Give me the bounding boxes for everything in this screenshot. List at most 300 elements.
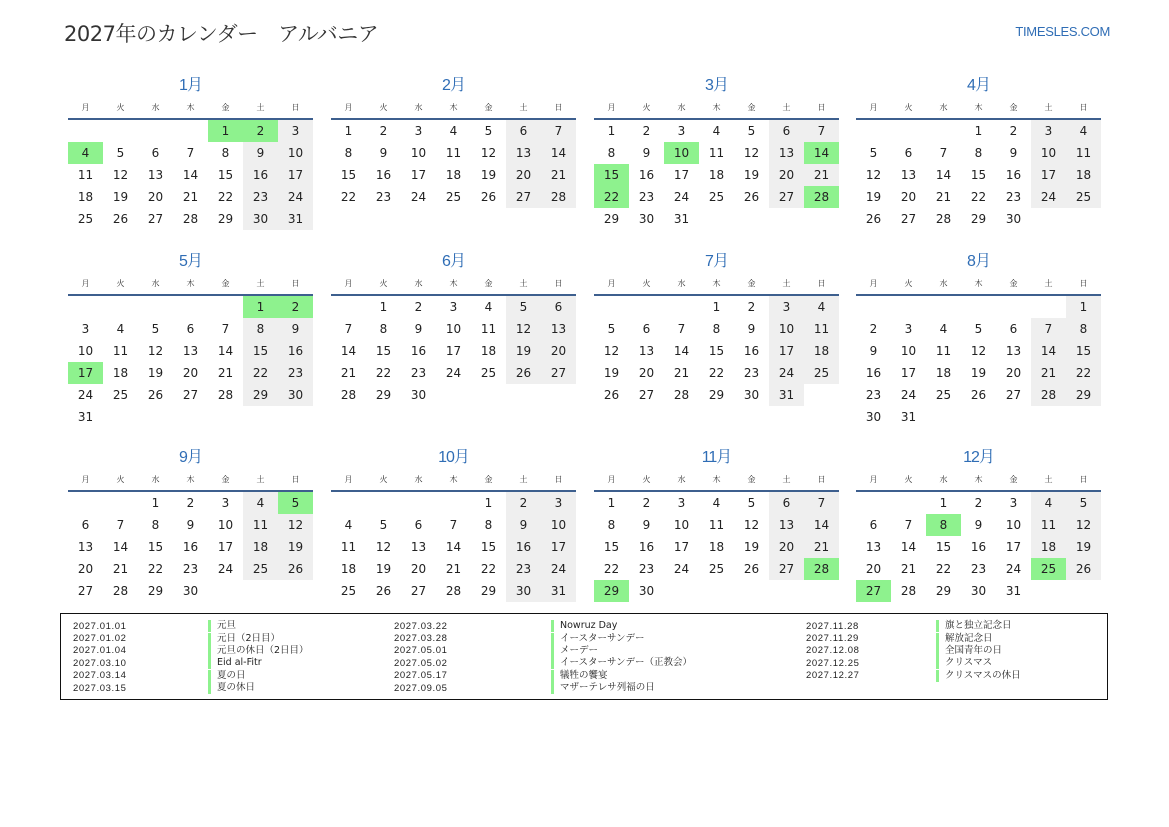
day-cell[interactable]: 16 [638, 540, 655, 554]
day-cell[interactable]: 14 [673, 344, 690, 358]
day-cell[interactable]: 23 [243, 186, 278, 208]
day-cell[interactable]: 29 [970, 212, 987, 226]
day-cell[interactable]: 6 [904, 146, 913, 160]
day-cell[interactable]: 18 [1031, 536, 1066, 558]
day-cell[interactable]: 2 [642, 124, 651, 138]
day-cell[interactable]: 11 [77, 168, 94, 182]
day-cell[interactable]: 17 [278, 164, 313, 186]
day-cell[interactable]: 11 [935, 344, 952, 358]
day-cell[interactable]: 6 [186, 322, 195, 336]
day-cell[interactable]: 21 [935, 190, 952, 204]
day-cell[interactable]: 9 [974, 518, 983, 532]
day-cell[interactable]: 20 [638, 366, 655, 380]
day-cell[interactable]: 13 [410, 540, 427, 554]
day-cell[interactable]: 17 [769, 340, 804, 362]
day-cell[interactable]: 28 [935, 212, 952, 226]
day-cell[interactable]: 11 [708, 146, 725, 160]
day-cell[interactable]: 22 [935, 562, 952, 576]
day-cell[interactable]: 8 [926, 514, 961, 536]
day-cell[interactable]: 19 [506, 340, 541, 362]
day-cell[interactable]: 25 [480, 366, 497, 380]
day-cell[interactable]: 25 [935, 388, 952, 402]
day-cell[interactable]: 17 [1031, 164, 1066, 186]
day-cell[interactable]: 23 [375, 190, 392, 204]
day-cell[interactable]: 26 [1066, 558, 1101, 580]
day-cell[interactable]: 6 [414, 518, 423, 532]
day-cell[interactable]: 12 [970, 344, 987, 358]
day-cell[interactable]: 13 [638, 344, 655, 358]
day-cell[interactable]: 22 [480, 562, 497, 576]
day-cell[interactable]: 13 [182, 344, 199, 358]
day-cell[interactable]: 29 [147, 584, 164, 598]
day-cell[interactable]: 19 [1066, 536, 1101, 558]
day-cell[interactable]: 29 [1066, 384, 1101, 406]
day-cell[interactable]: 17 [673, 540, 690, 554]
day-cell[interactable]: 27 [77, 584, 94, 598]
day-cell[interactable]: 5 [747, 124, 756, 138]
day-cell[interactable]: 24 [278, 186, 313, 208]
day-cell[interactable]: 22 [708, 366, 725, 380]
day-cell[interactable]: 28 [445, 584, 462, 598]
day-cell[interactable]: 25 [77, 212, 94, 226]
day-cell[interactable]: 19 [112, 190, 129, 204]
day-cell[interactable]: 25 [445, 190, 462, 204]
day-cell[interactable]: 15 [147, 540, 164, 554]
day-cell[interactable]: 21 [900, 562, 917, 576]
day-cell[interactable]: 4 [804, 296, 839, 318]
day-cell[interactable]: 1 [344, 124, 353, 138]
day-cell[interactable]: 26 [865, 212, 882, 226]
day-cell[interactable]: 23 [638, 190, 655, 204]
day-cell[interactable]: 29 [375, 388, 392, 402]
day-cell[interactable]: 8 [607, 518, 616, 532]
day-cell[interactable]: 23 [865, 388, 882, 402]
day-cell[interactable]: 21 [673, 366, 690, 380]
day-cell[interactable]: 16 [970, 540, 987, 554]
day-cell[interactable]: 30 [865, 410, 882, 424]
day-cell[interactable]: 24 [673, 562, 690, 576]
day-cell[interactable]: 21 [445, 562, 462, 576]
day-cell[interactable]: 12 [506, 318, 541, 340]
day-cell[interactable]: 7 [541, 120, 576, 142]
day-cell[interactable]: 10 [673, 518, 690, 532]
day-cell[interactable]: 4 [116, 322, 125, 336]
day-cell[interactable]: 16 [182, 540, 199, 554]
day-cell[interactable]: 3 [541, 492, 576, 514]
day-cell[interactable]: 26 [147, 388, 164, 402]
day-cell[interactable]: 10 [664, 142, 699, 164]
day-cell[interactable]: 18 [935, 366, 952, 380]
day-cell[interactable]: 16 [743, 344, 760, 358]
day-cell[interactable]: 18 [112, 366, 129, 380]
day-cell[interactable]: 3 [677, 124, 686, 138]
day-cell[interactable]: 23 [410, 366, 427, 380]
day-cell[interactable]: 27 [900, 212, 917, 226]
day-cell[interactable]: 22 [243, 362, 278, 384]
day-cell[interactable]: 13 [77, 540, 94, 554]
day-cell[interactable]: 19 [480, 168, 497, 182]
day-cell[interactable]: 11 [708, 518, 725, 532]
day-cell[interactable]: 5 [116, 146, 125, 160]
day-cell[interactable]: 25 [708, 562, 725, 576]
day-cell[interactable]: 6 [81, 518, 90, 532]
day-cell[interactable]: 7 [116, 518, 125, 532]
day-cell[interactable]: 24 [445, 366, 462, 380]
day-cell[interactable]: 4 [68, 142, 103, 164]
day-cell[interactable]: 1 [379, 300, 388, 314]
day-cell[interactable]: 16 [410, 344, 427, 358]
day-cell[interactable]: 1 [939, 496, 948, 510]
day-cell[interactable]: 24 [769, 362, 804, 384]
day-cell[interactable]: 10 [445, 322, 462, 336]
day-cell[interactable]: 7 [939, 146, 948, 160]
day-cell[interactable]: 10 [541, 514, 576, 536]
day-cell[interactable]: 8 [712, 322, 721, 336]
day-cell[interactable]: 10 [1031, 142, 1066, 164]
day-cell[interactable]: 31 [541, 580, 576, 602]
day-cell[interactable]: 25 [804, 362, 839, 384]
day-cell[interactable]: 19 [375, 562, 392, 576]
day-cell[interactable]: 9 [869, 344, 878, 358]
day-cell[interactable]: 5 [278, 492, 313, 514]
day-cell[interactable]: 17 [900, 366, 917, 380]
day-cell[interactable]: 3 [1031, 120, 1066, 142]
day-cell[interactable]: 9 [243, 142, 278, 164]
day-cell[interactable]: 21 [340, 366, 357, 380]
day-cell[interactable]: 19 [970, 366, 987, 380]
day-cell[interactable]: 8 [379, 322, 388, 336]
day-cell[interactable]: 3 [1009, 496, 1018, 510]
day-cell[interactable]: 16 [243, 164, 278, 186]
day-cell[interactable]: 14 [182, 168, 199, 182]
day-cell[interactable]: 30 [506, 580, 541, 602]
day-cell[interactable]: 31 [673, 212, 690, 226]
day-cell[interactable]: 1 [974, 124, 983, 138]
day-cell[interactable]: 24 [673, 190, 690, 204]
day-cell[interactable]: 23 [182, 562, 199, 576]
day-cell[interactable]: 20 [410, 562, 427, 576]
day-cell[interactable]: 3 [449, 300, 458, 314]
day-cell[interactable]: 22 [375, 366, 392, 380]
day-cell[interactable]: 1 [484, 496, 493, 510]
day-cell[interactable]: 25 [1031, 558, 1066, 580]
day-cell[interactable]: 8 [243, 318, 278, 340]
day-cell[interactable]: 30 [410, 388, 427, 402]
day-cell[interactable]: 15 [243, 340, 278, 362]
day-cell[interactable]: 24 [1005, 562, 1022, 576]
day-cell[interactable]: 10 [1005, 518, 1022, 532]
day-cell[interactable]: 20 [541, 340, 576, 362]
day-cell[interactable]: 5 [607, 322, 616, 336]
day-cell[interactable]: 9 [642, 146, 651, 160]
day-cell[interactable]: 4 [1066, 120, 1101, 142]
day-cell[interactable]: 6 [769, 492, 804, 514]
day-cell[interactable]: 2 [186, 496, 195, 510]
day-cell[interactable]: 14 [900, 540, 917, 554]
day-cell[interactable]: 13 [541, 318, 576, 340]
day-cell[interactable]: 7 [804, 492, 839, 514]
day-cell[interactable]: 27 [410, 584, 427, 598]
day-cell[interactable]: 2 [642, 496, 651, 510]
day-cell[interactable]: 16 [278, 340, 313, 362]
day-cell[interactable]: 20 [77, 562, 94, 576]
day-cell[interactable]: 19 [147, 366, 164, 380]
day-cell[interactable]: 28 [182, 212, 199, 226]
day-cell[interactable]: 12 [278, 514, 313, 536]
day-cell[interactable]: 28 [673, 388, 690, 402]
day-cell[interactable]: 10 [900, 344, 917, 358]
day-cell[interactable]: 2 [414, 300, 423, 314]
day-cell[interactable]: 22 [603, 562, 620, 576]
day-cell[interactable]: 30 [743, 388, 760, 402]
day-cell[interactable]: 17 [673, 168, 690, 182]
day-cell[interactable]: 13 [769, 514, 804, 536]
day-cell[interactable]: 18 [480, 344, 497, 358]
day-cell[interactable]: 11 [243, 514, 278, 536]
day-cell[interactable]: 24 [541, 558, 576, 580]
day-cell[interactable]: 16 [638, 168, 655, 182]
day-cell[interactable]: 14 [445, 540, 462, 554]
day-cell[interactable]: 12 [743, 518, 760, 532]
day-cell[interactable]: 21 [804, 164, 839, 186]
day-cell[interactable]: 4 [449, 124, 458, 138]
day-cell[interactable]: 7 [221, 322, 230, 336]
day-cell[interactable]: 8 [221, 146, 230, 160]
day-cell[interactable]: 28 [804, 558, 839, 580]
day-cell[interactable]: 26 [506, 362, 541, 384]
day-cell[interactable]: 17 [410, 168, 427, 182]
day-cell[interactable]: 7 [1031, 318, 1066, 340]
day-cell[interactable]: 2 [869, 322, 878, 336]
day-cell[interactable]: 8 [151, 518, 160, 532]
day-cell[interactable]: 11 [112, 344, 129, 358]
day-cell[interactable]: 24 [1031, 186, 1066, 208]
day-cell[interactable]: 27 [541, 362, 576, 384]
day-cell[interactable]: 10 [217, 518, 234, 532]
day-cell[interactable]: 21 [804, 536, 839, 558]
day-cell[interactable]: 5 [1066, 492, 1101, 514]
day-cell[interactable]: 31 [900, 410, 917, 424]
day-cell[interactable]: 5 [869, 146, 878, 160]
day-cell[interactable]: 20 [147, 190, 164, 204]
day-cell[interactable]: 4 [712, 124, 721, 138]
day-cell[interactable]: 18 [445, 168, 462, 182]
day-cell[interactable]: 2 [974, 496, 983, 510]
day-cell[interactable]: 8 [607, 146, 616, 160]
day-cell[interactable]: 4 [344, 518, 353, 532]
day-cell[interactable]: 17 [445, 344, 462, 358]
day-cell[interactable]: 18 [708, 540, 725, 554]
day-cell[interactable]: 21 [112, 562, 129, 576]
day-cell[interactable]: 21 [217, 366, 234, 380]
day-cell[interactable]: 8 [974, 146, 983, 160]
day-cell[interactable]: 14 [804, 142, 839, 164]
day-cell[interactable]: 18 [340, 562, 357, 576]
day-cell[interactable]: 5 [151, 322, 160, 336]
day-cell[interactable]: 13 [1005, 344, 1022, 358]
day-cell[interactable]: 22 [970, 190, 987, 204]
day-cell[interactable]: 2 [243, 120, 278, 142]
day-cell[interactable]: 29 [935, 584, 952, 598]
day-cell[interactable]: 9 [506, 514, 541, 536]
day-cell[interactable]: 7 [186, 146, 195, 160]
day-cell[interactable]: 25 [708, 190, 725, 204]
day-cell[interactable]: 15 [603, 540, 620, 554]
day-cell[interactable]: 1 [208, 120, 243, 142]
day-cell[interactable]: 28 [112, 584, 129, 598]
day-cell[interactable]: 4 [484, 300, 493, 314]
day-cell[interactable]: 20 [182, 366, 199, 380]
day-cell[interactable]: 25 [340, 584, 357, 598]
day-cell[interactable]: 4 [939, 322, 948, 336]
day-cell[interactable]: 25 [112, 388, 129, 402]
day-cell[interactable]: 26 [278, 558, 313, 580]
day-cell[interactable]: 28 [541, 186, 576, 208]
day-cell[interactable]: 17 [1005, 540, 1022, 554]
day-cell[interactable]: 30 [970, 584, 987, 598]
day-cell[interactable]: 13 [769, 142, 804, 164]
day-cell[interactable]: 11 [445, 146, 462, 160]
day-cell[interactable]: 4 [712, 496, 721, 510]
day-cell[interactable]: 10 [769, 318, 804, 340]
day-cell[interactable]: 11 [804, 318, 839, 340]
day-cell[interactable]: 12 [1066, 514, 1101, 536]
day-cell[interactable]: 19 [743, 168, 760, 182]
day-cell[interactable]: 30 [638, 584, 655, 598]
day-cell[interactable]: 7 [904, 518, 913, 532]
day-cell[interactable]: 1 [607, 124, 616, 138]
day-cell[interactable]: 20 [1005, 366, 1022, 380]
day-cell[interactable]: 7 [344, 322, 353, 336]
day-cell[interactable]: 6 [151, 146, 160, 160]
day-cell[interactable]: 17 [68, 362, 103, 384]
day-cell[interactable]: 20 [769, 164, 804, 186]
site-link[interactable]: TIMESLES.COM [1015, 24, 1110, 39]
day-cell[interactable]: 24 [217, 562, 234, 576]
day-cell[interactable]: 27 [147, 212, 164, 226]
day-cell[interactable]: 15 [1066, 340, 1101, 362]
day-cell[interactable]: 12 [147, 344, 164, 358]
day-cell[interactable]: 12 [865, 168, 882, 182]
day-cell[interactable]: 2 [747, 300, 756, 314]
day-cell[interactable]: 31 [769, 384, 804, 406]
day-cell[interactable]: 15 [480, 540, 497, 554]
day-cell[interactable]: 30 [278, 384, 313, 406]
day-cell[interactable]: 27 [1005, 388, 1022, 402]
day-cell[interactable]: 26 [970, 388, 987, 402]
day-cell[interactable]: 28 [804, 186, 839, 208]
day-cell[interactable]: 5 [974, 322, 983, 336]
day-cell[interactable]: 2 [379, 124, 388, 138]
day-cell[interactable]: 26 [743, 562, 760, 576]
day-cell[interactable]: 23 [1005, 190, 1022, 204]
day-cell[interactable]: 29 [480, 584, 497, 598]
day-cell[interactable]: 23 [638, 562, 655, 576]
day-cell[interactable]: 11 [340, 540, 357, 554]
day-cell[interactable]: 29 [603, 212, 620, 226]
day-cell[interactable]: 3 [221, 496, 230, 510]
day-cell[interactable]: 10 [77, 344, 94, 358]
day-cell[interactable]: 24 [77, 388, 94, 402]
day-cell[interactable]: 12 [480, 146, 497, 160]
day-cell[interactable]: 8 [484, 518, 493, 532]
day-cell[interactable]: 24 [900, 388, 917, 402]
day-cell[interactable]: 27 [769, 558, 804, 580]
day-cell[interactable]: 30 [182, 584, 199, 598]
day-cell[interactable]: 23 [278, 362, 313, 384]
day-cell[interactable]: 22 [340, 190, 357, 204]
day-cell[interactable]: 2 [1009, 124, 1018, 138]
day-cell[interactable]: 13 [147, 168, 164, 182]
day-cell[interactable]: 20 [506, 164, 541, 186]
day-cell[interactable]: 7 [804, 120, 839, 142]
day-cell[interactable]: 29 [243, 384, 278, 406]
day-cell[interactable]: 12 [112, 168, 129, 182]
day-cell[interactable]: 12 [603, 344, 620, 358]
day-cell[interactable]: 15 [340, 168, 357, 182]
day-cell[interactable]: 15 [375, 344, 392, 358]
day-cell[interactable]: 19 [603, 366, 620, 380]
day-cell[interactable]: 27 [769, 186, 804, 208]
day-cell[interactable]: 28 [1031, 384, 1066, 406]
day-cell[interactable]: 27 [638, 388, 655, 402]
day-cell[interactable]: 3 [81, 322, 90, 336]
day-cell[interactable]: 25 [1066, 186, 1101, 208]
day-cell[interactable]: 6 [642, 322, 651, 336]
day-cell[interactable]: 14 [112, 540, 129, 554]
day-cell[interactable]: 27 [182, 388, 199, 402]
day-cell[interactable]: 8 [1066, 318, 1101, 340]
day-cell[interactable]: 25 [243, 558, 278, 580]
day-cell[interactable]: 11 [1066, 142, 1101, 164]
day-cell[interactable]: 20 [865, 562, 882, 576]
day-cell[interactable]: 15 [935, 540, 952, 554]
day-cell[interactable]: 3 [677, 496, 686, 510]
day-cell[interactable]: 4 [1031, 492, 1066, 514]
day-cell[interactable]: 22 [594, 186, 629, 208]
day-cell[interactable]: 14 [1031, 340, 1066, 362]
day-cell[interactable]: 26 [743, 190, 760, 204]
day-cell[interactable]: 9 [414, 322, 423, 336]
day-cell[interactable]: 22 [147, 562, 164, 576]
day-cell[interactable]: 9 [186, 518, 195, 532]
day-cell[interactable]: 28 [340, 388, 357, 402]
day-cell[interactable]: 12 [743, 146, 760, 160]
day-cell[interactable]: 9 [642, 518, 651, 532]
day-cell[interactable]: 15 [970, 168, 987, 182]
day-cell[interactable]: 14 [935, 168, 952, 182]
day-cell[interactable]: 13 [865, 540, 882, 554]
day-cell[interactable]: 16 [1005, 168, 1022, 182]
day-cell[interactable]: 14 [340, 344, 357, 358]
day-cell[interactable]: 6 [869, 518, 878, 532]
day-cell[interactable]: 13 [506, 142, 541, 164]
day-cell[interactable]: 18 [708, 168, 725, 182]
day-cell[interactable]: 31 [278, 208, 313, 230]
day-cell[interactable]: 18 [77, 190, 94, 204]
day-cell[interactable]: 7 [677, 322, 686, 336]
day-cell[interactable]: 21 [541, 164, 576, 186]
day-cell[interactable]: 13 [900, 168, 917, 182]
day-cell[interactable]: 27 [856, 580, 891, 602]
day-cell[interactable]: 21 [182, 190, 199, 204]
day-cell[interactable]: 31 [1005, 584, 1022, 598]
day-cell[interactable]: 10 [278, 142, 313, 164]
day-cell[interactable]: 5 [379, 518, 388, 532]
day-cell[interactable]: 7 [449, 518, 458, 532]
day-cell[interactable]: 22 [1066, 362, 1101, 384]
day-cell[interactable]: 15 [217, 168, 234, 182]
